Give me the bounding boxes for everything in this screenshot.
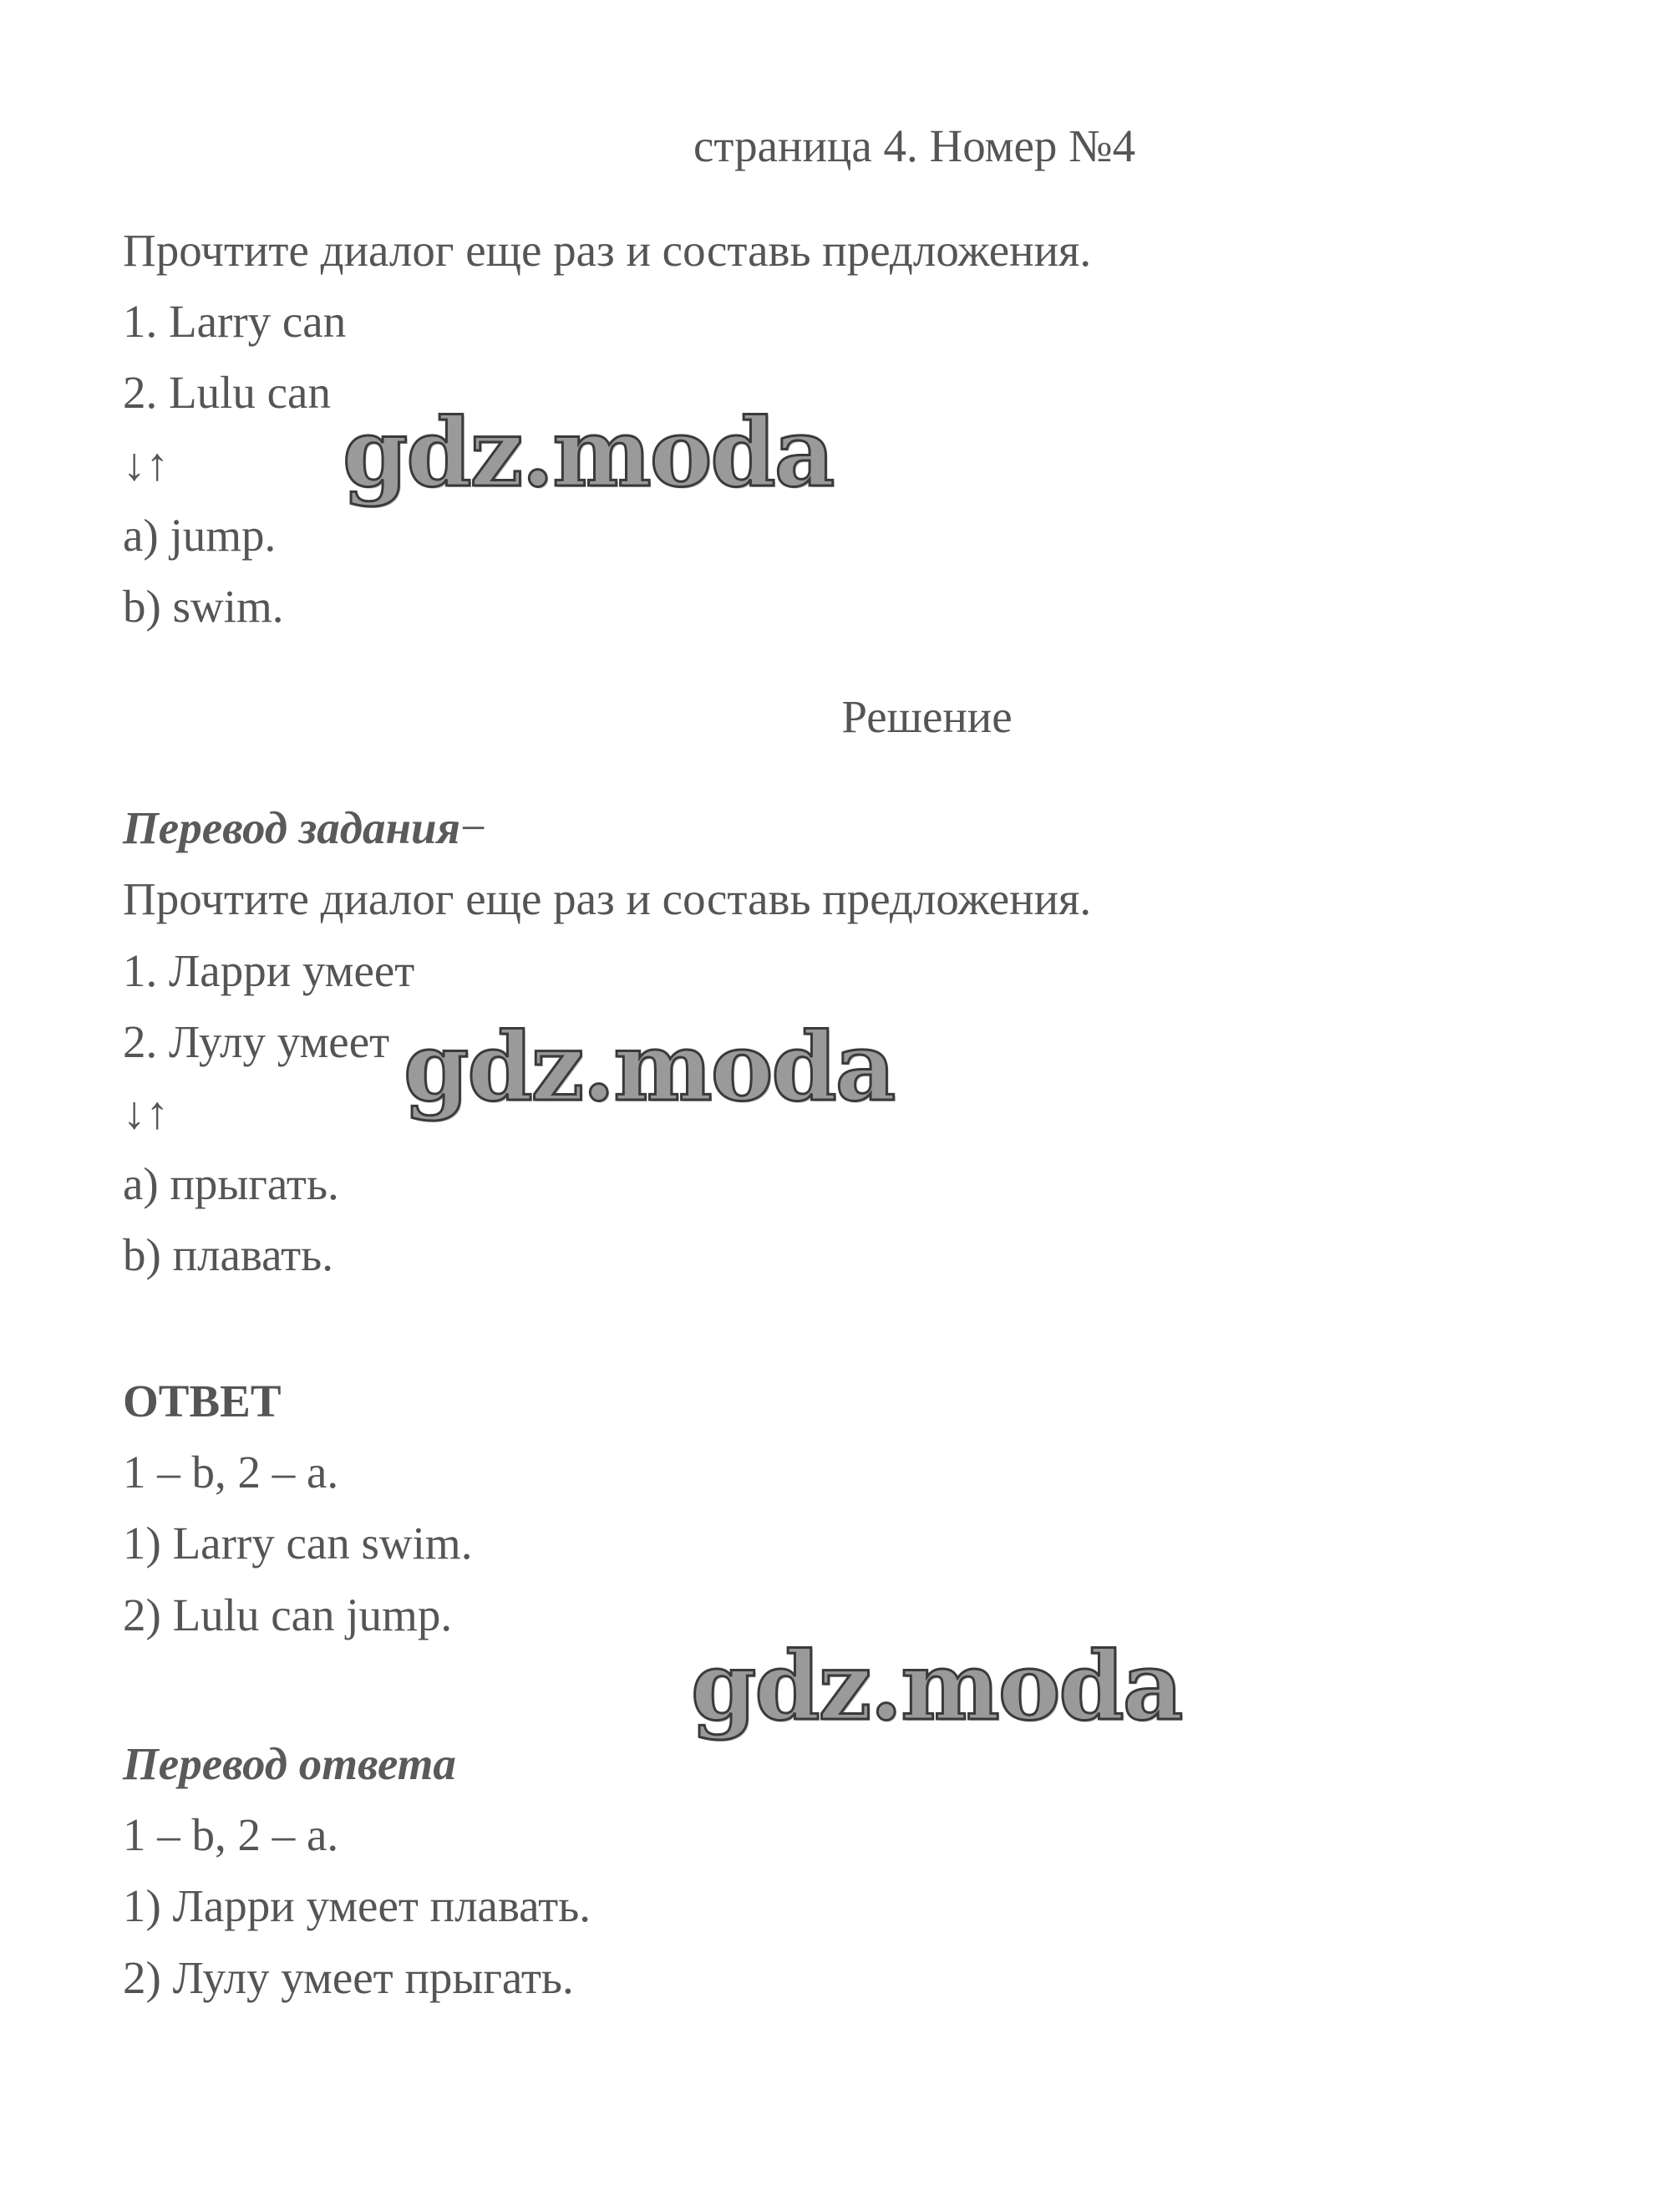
solution-heading: Решение [841, 691, 1013, 742]
answer-sentence-1: 1) Larry can swim. [123, 1518, 473, 1569]
translation-heading-dash: − [459, 802, 486, 853]
answer-heading: ОТВЕТ [123, 1376, 282, 1426]
task-option-b: b) swim. [123, 581, 284, 632]
watermark-2: gdz.moda [404, 1013, 895, 1122]
task-instruction: Прочтите диалог еще раз и составь предложения. [123, 225, 1092, 276]
task-item-2: 2. Lulu can [123, 367, 331, 418]
translation-heading-text: Перевод задания [123, 802, 460, 853]
watermark-3: gdz.moda [691, 1632, 1182, 1742]
answer-key: 1 – b, 2 – a. [123, 1447, 339, 1498]
translation-item-1: 1. Ларри умеет [123, 945, 415, 996]
translation-option-b: b) плавать. [123, 1229, 333, 1280]
task-item-1: 1. Larry can [123, 296, 347, 347]
task-option-a: a) jump. [123, 510, 277, 561]
answer-sentence-2: 2) Lulu can jump. [123, 1589, 453, 1640]
watermark-1: gdz.moda [343, 399, 834, 508]
translation-arrows: ↓↑ [123, 1087, 169, 1138]
translation-option-a: a) прыгать. [123, 1158, 339, 1209]
answer-translation-sentence-1: 1) Ларри умеет плавать. [123, 1880, 591, 1931]
task-arrows: ↓↑ [123, 439, 169, 490]
page-title: страница 4. Номер №4 [693, 120, 1136, 171]
answer-translation-sentence-2: 2) Лулу умеет прыгать. [123, 1952, 574, 2003]
answer-translation-heading: Перевод ответа [123, 1738, 456, 1789]
translation-item-2: 2. Лулу умеет [123, 1016, 390, 1067]
translation-heading [123, 801, 486, 855]
translation-instruction: Прочтите диалог еще раз и составь предложения. [123, 873, 1092, 924]
answer-translation-key: 1 – b, 2 – a. [123, 1809, 339, 1860]
